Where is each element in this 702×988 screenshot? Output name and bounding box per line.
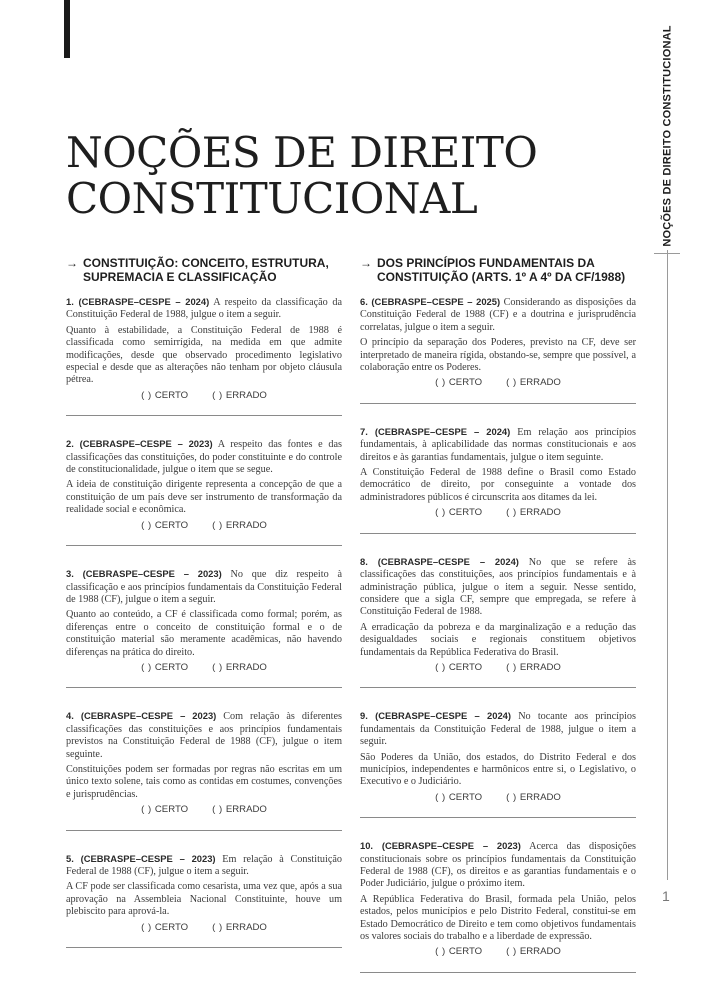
question-prompt: A respeito das fontes e das classificações das constituições, do poder constituinte e do controle de constitucionalidade, julgue o item que se segue. bbox=[66, 439, 342, 476]
question-5 bbox=[66, 853, 342, 934]
question-source: 8. (CEBRASPE–CESPE – 2024) bbox=[360, 555, 519, 567]
question-3 bbox=[66, 568, 342, 674]
question-statement: A Constituição Federal de 1988 define o Brasil como Estado democrático de direito, por conseguinte a vontade dos administradores públicos é circunscrita aos ditames da lei. bbox=[360, 467, 636, 503]
answer-options bbox=[66, 520, 342, 532]
question-source: 6. (CEBRASPE–CESPE – 2025) bbox=[360, 296, 501, 307]
question-source: 1. (CEBRASPE–CESPE – 2024) bbox=[66, 296, 210, 307]
question-prompt: Em relação à Constituição Federal de 1988 (CF), julgue o item a seguir. bbox=[66, 853, 342, 877]
side-rule bbox=[667, 250, 668, 880]
question-divider bbox=[360, 403, 636, 404]
option-certo[interactable]: ( ) CERTO bbox=[141, 389, 189, 401]
question-prompt: Com relação às diferentes classificações das constituições e aos princípios fundamentais previstos na Constituição Federal de 1988 (CF), julgue o item seguinte. bbox=[66, 711, 342, 760]
option-errado[interactable]: ( ) ERRADO bbox=[506, 507, 561, 519]
option-errado[interactable]: ( ) ERRADO bbox=[212, 804, 267, 816]
answer-options bbox=[66, 922, 342, 934]
question-statement: São Poderes da União, dos estados, do Distrito Federal e dos municípios, independentes e harmônicos entre si, o Legislativo, o Executivo e o Judiciário. bbox=[360, 751, 636, 788]
question-divider bbox=[66, 415, 342, 416]
arrow-right-icon: → bbox=[66, 256, 78, 270]
option-errado[interactable]: ( ) ERRADO bbox=[506, 791, 561, 803]
arrow-right-icon: → bbox=[360, 256, 372, 270]
section-heading-right bbox=[360, 256, 636, 284]
question-statement: A ideia de constituição dirigente representa a concepção de que a constituição de um país deve ser instrumento de transformação da realidade social e econômica. bbox=[66, 479, 342, 516]
question-statement: Quanto ao conteúdo, a CF é classificada como formal; porém, as diferenças entre o conceito de constituição formal e o de constituição material são meramente acadêmicas, não havendo diferenças na prática do direito. bbox=[66, 609, 342, 658]
option-certo[interactable]: ( ) CERTO bbox=[435, 377, 483, 389]
option-certo[interactable]: ( ) CERTO bbox=[141, 804, 189, 816]
option-certo[interactable]: ( ) CERTO bbox=[141, 661, 189, 673]
option-errado[interactable]: ( ) ERRADO bbox=[506, 377, 561, 389]
option-certo[interactable]: ( ) CERTO bbox=[435, 791, 483, 803]
question-source: 7. (CEBRASPE–CESPE – 2024) bbox=[360, 425, 511, 437]
question-divider bbox=[360, 972, 636, 973]
question-source: 4. (CEBRASPE–CESPE – 2023) bbox=[66, 710, 217, 722]
question-10 bbox=[360, 840, 636, 959]
question-8 bbox=[360, 556, 636, 675]
section-heading-left bbox=[66, 256, 342, 284]
question-7 bbox=[360, 426, 636, 520]
question-statement: Quanto à estabilidade, a Constituição Federal de 1988 é classificada como semirrígida, na medida em que admite modificações, desde que observado procedimento legislativo especial e desde que as alterações não tenham por objeto cláusula pétrea. bbox=[66, 324, 342, 386]
question-prompt: No que diz respeito à classificação e aos princípios fundamentais da Constituição Federal de 1988 (CF), julgue o item a seguir. bbox=[66, 569, 342, 605]
question-source: 3. (CEBRASPE–CESPE – 2023) bbox=[66, 568, 222, 580]
question-divider bbox=[66, 830, 342, 831]
question-9 bbox=[360, 710, 636, 804]
answer-options bbox=[360, 792, 636, 804]
answer-options bbox=[360, 946, 636, 958]
left-column bbox=[66, 256, 342, 963]
option-certo[interactable]: ( ) CERTO bbox=[141, 921, 189, 933]
question-statement: A erradicação da pobreza e da marginalização e a redução das desigualdades sociais e regionais constituem objetivos fundamentais da República Federativa do Brasil. bbox=[360, 621, 636, 658]
option-certo[interactable]: ( ) CERTO bbox=[141, 519, 189, 531]
question-2 bbox=[66, 438, 342, 532]
question-divider bbox=[360, 817, 636, 818]
question-1 bbox=[66, 296, 342, 402]
option-errado[interactable]: ( ) ERRADO bbox=[212, 389, 267, 401]
question-prompt: No que se refere às classificações das constituições, aos princípios fundamentais e à administração pública, julgue o item a seguir. Nesse sentido, considere que a sigla CF, sempre que empregada, se refere à Constituição Federal de 1988. bbox=[360, 556, 636, 618]
section-title: DOS PRINCÍPIOS FUNDAMENTAIS DA CONSTITUIÇÃO (ARTS. 1º A 4º DA CF/1988) bbox=[377, 256, 626, 284]
page-number: 1 bbox=[662, 888, 670, 904]
title-line-1: NOÇÕES DE DIREITO bbox=[66, 128, 538, 177]
option-certo[interactable]: ( ) CERTO bbox=[435, 507, 483, 519]
question-source: 9. (CEBRASPE–CESPE – 2024) bbox=[360, 710, 511, 722]
question-divider bbox=[66, 545, 342, 546]
question-divider bbox=[360, 533, 636, 534]
question-prompt: Em relação aos princípios fundamentais, à aplicabilidade das normas constitucionais e aos direitos e às garantias fundamentais, julgue o item seguinte. bbox=[360, 426, 636, 463]
question-source: 5. (CEBRASPE–CESPE – 2023) bbox=[66, 852, 216, 864]
title-line-2: CONSTITUCIONAL bbox=[66, 174, 478, 223]
question-statement: Constituições podem ser formadas por regras não escritas em um único texto solene, tais como as contidas em costumes, convenções e jurisprudências. bbox=[66, 763, 342, 800]
answer-options bbox=[66, 390, 342, 402]
side-label-text: NOÇÕES DE DIREITO CONSTITUCIONAL bbox=[662, 25, 675, 247]
question-source: 10. (CEBRASPE–CESPE – 2023) bbox=[360, 840, 521, 852]
answer-options bbox=[360, 507, 636, 519]
question-4 bbox=[66, 710, 342, 816]
question-divider bbox=[360, 687, 636, 688]
option-errado[interactable]: ( ) ERRADO bbox=[212, 921, 267, 933]
question-prompt: No tocante aos princípios fundamentais da Constituição Federal de 1988, julgue o item a seguir. bbox=[360, 711, 636, 748]
question-prompt: Considerando as disposições da Constituição Federal de 1988 (CF) e a doutrina e jurisprudência correlatas, julgue o item a seguir. bbox=[360, 297, 636, 333]
answer-options bbox=[66, 804, 342, 816]
question-source: 2. (CEBRASPE–CESPE – 2023) bbox=[66, 438, 213, 450]
option-certo[interactable]: ( ) CERTO bbox=[435, 661, 483, 673]
answer-options bbox=[360, 662, 636, 674]
answer-options bbox=[360, 377, 636, 389]
page-title bbox=[66, 130, 606, 222]
right-column bbox=[360, 256, 636, 988]
question-statement: A CF pode ser classificada como cesarista, uma vez que, após a sua aprovação na Assembleia Nacional Constituinte, houve um plebiscito para aprová-la. bbox=[66, 881, 342, 918]
question-divider bbox=[66, 687, 342, 688]
option-errado[interactable]: ( ) ERRADO bbox=[506, 946, 561, 958]
answer-options bbox=[66, 662, 342, 674]
section-title: CONSTITUIÇÃO: CONCEITO, ESTRUTURA, SUPREMACIA E CLASSIFICAÇÃO bbox=[83, 256, 329, 284]
question-6 bbox=[360, 296, 636, 390]
question-prompt: A respeito da classificação da Constituição Federal de 1988, julgue o item a seguir. bbox=[66, 297, 342, 321]
top-accent-bar bbox=[64, 0, 70, 58]
question-divider bbox=[66, 947, 342, 948]
option-errado[interactable]: ( ) ERRADO bbox=[212, 661, 267, 673]
side-section-label bbox=[648, 25, 688, 247]
option-errado[interactable]: ( ) ERRADO bbox=[212, 519, 267, 531]
question-statement: O princípio da separação dos Poderes, previsto na CF, deve ser interpretado de maneira rígida, obstando-se, sempre que possível, a colaboração entre os Poderes. bbox=[360, 337, 636, 374]
option-errado[interactable]: ( ) ERRADO bbox=[506, 661, 561, 673]
question-statement: A República Federativa do Brasil, formada pela União, pelos estados, pelos municípios e pelo Distrito Federal, constitui-se em Estado Democrático de Direito e tem como objetivos fundamentais os valores sociais do trabalho e a liberdade de expressão. bbox=[360, 893, 636, 943]
option-certo[interactable]: ( ) CERTO bbox=[435, 946, 483, 958]
question-prompt: Acerca das disposições constitucionais sobre os princípios fundamentais da Constituição Federal de 1988 (CF), os direitos e as garantias fundamentais e o Poder Judiciário, julgue o próximo item. bbox=[360, 841, 636, 890]
